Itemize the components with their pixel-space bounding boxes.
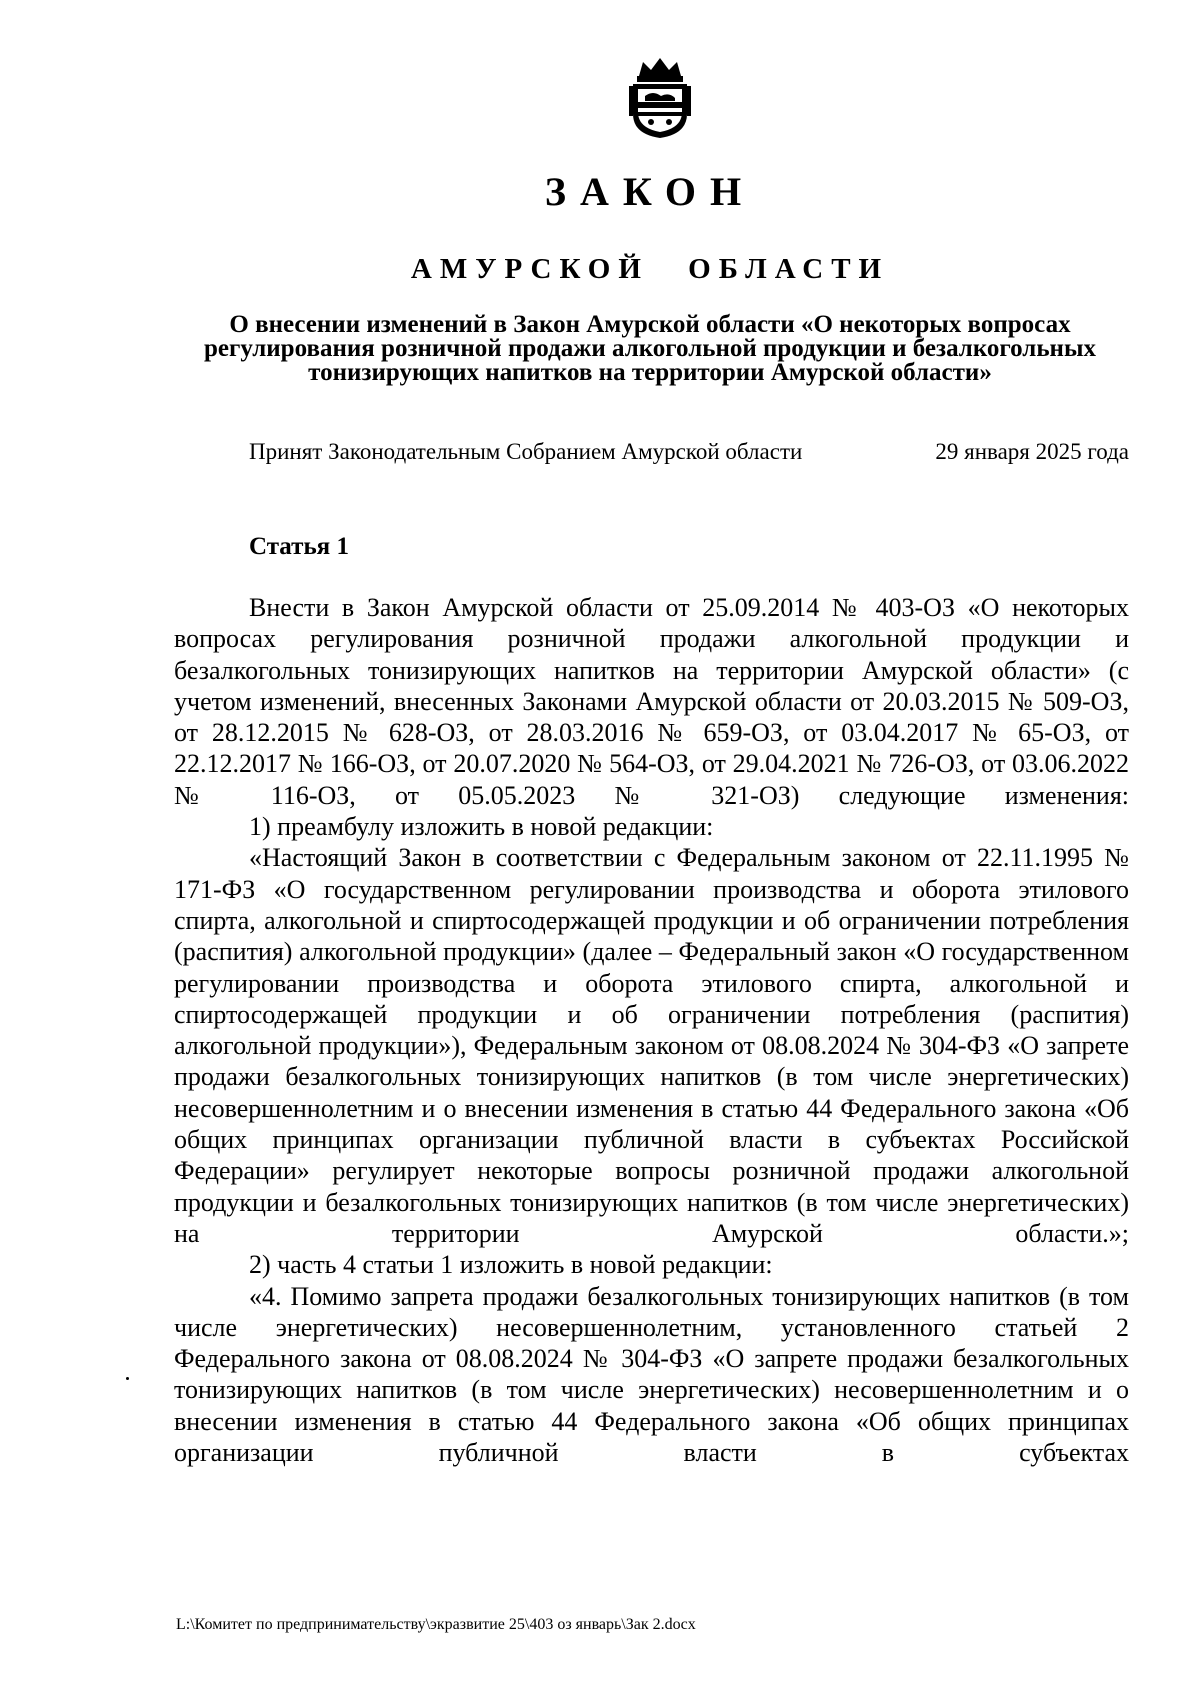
document-subtitle: АМУРСКОЙ ОБЛАСТИ — [410, 253, 890, 285]
coat-of-arms-icon — [625, 56, 695, 140]
article-body — [174, 592, 1129, 1468]
article-title: Статья 1 — [249, 533, 349, 560]
paragraph: 2) часть 4 статьи 1 изложить в новой редакции: — [249, 1250, 773, 1280]
paragraph: Внести в Закон Амурской области от 25.09.2014 № 403-ОЗ «О некоторых вопросах регулирования розничной продажи алкогольной продукции и безалкогольных тонизирующих напитков на территории Амурской области» (с учетом изменений, внесенных Законами Амурской области от 20.03.2015 № 509-ОЗ, от 28.12.2015 № 628-ОЗ, от 28.03.2016 № 659-ОЗ, от 03.04.2017 № 65-ОЗ, от 22.12.2017 № 166-ОЗ, от 20.07.2020 № 564-ОЗ, от 29.04.2021 № 726-ОЗ, от 03.06.2022 № 116-ОЗ, от 05.05.2023 № 321-ОЗ) следующие изменения: — [174, 593, 1129, 810]
paragraph: «4. Помимо запрета продажи безалкогольных тонизирующих напитков (в том числе энергетических) несовершеннолетним, установленного статьей 2 Федерального закона от 08.08.2024 № 304-ФЗ «О запрете продажи безалкогольных тонизирующих напитков (в том числе энергетических) несовершеннолетним и о внесении изменения в статью 44 Федерального закона «Об общих принципах организации публичной власти в субъектах — [174, 1281, 1129, 1468]
document-title: ЗАКОН — [544, 169, 756, 214]
scan-speck — [126, 1377, 129, 1380]
adoption-date: 29 января 2025 года — [935, 439, 1129, 464]
paragraph: 1) преамбулу изложить в новой редакции: — [249, 812, 714, 842]
law-heading: О внесении изменений в Закон Амурской области «О некоторых вопросах регулирования розничной продажи алкогольной продукции и безалкогольных тонизирующих напитков на территории Амурской области» — [204, 311, 1096, 386]
paragraph: «Настоящий Закон в соответствии с Федеральным законом от 22.11.1995 № 171-ФЗ «О государственном регулировании производства и оборота этилового спирта, алкогольной и спиртосодержащей продукции и об ограничении потребления (распития) алкогольной продукции» (далее – Федеральный закон «О государственном регулировании производства и оборота этилового спирта, алкогольной и спиртосодержащей продукции и об ограничении потребления (распития) алкогольной продукции»), Федеральным законом от 08.08.2024 № 304-ФЗ «О запрете продажи безалкогольных тонизирующих напитков (в том числе энергетических) несовершеннолетним и о внесении изменения в статью 44 Федерального закона «Об общих принципах организации публичной власти в субъектах Российской Федерации» регулирует некоторые вопросы розничной продажи алкогольной продукции и безалкогольных тонизирующих напитков (в том числе энергетических) на территории Амурской области.»; — [174, 843, 1129, 1248]
file-path-footer: L:\Комитет по предпринимательству\экразвитие 25\403 оз январь\Зак 2.docx — [176, 1616, 696, 1633]
adopted-by: Принят Законодательным Собранием Амурской области — [249, 439, 803, 464]
